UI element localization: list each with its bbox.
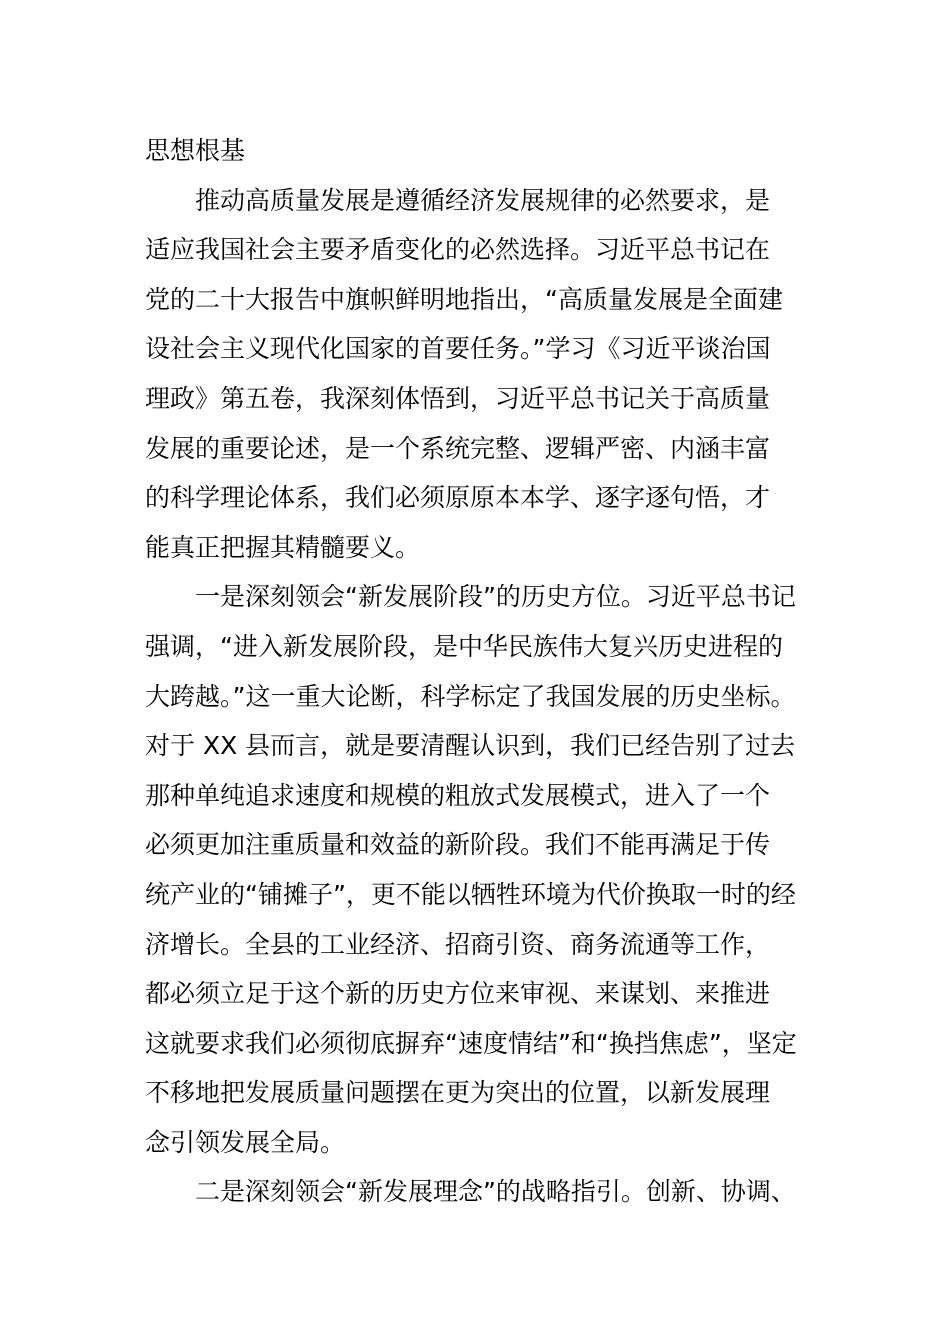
text-line: 党的二十大报告中旗帜鲜明地指出，“高质量发展是全面建 [145, 284, 783, 314]
text-line: 不移地把发展质量问题摆在更为突出的位置，以新发展理 [145, 1078, 771, 1108]
text-line: 必须更加注重质量和效益的新阶段。我们不能再满足于传 [145, 830, 771, 860]
text-line: 强调，“进入新发展阶段，是中华民族伟大复兴历史进程的 [145, 631, 783, 661]
text-line: 理政》第五卷，我深刻体悟到，习近平总书记关于高质量 [145, 383, 771, 413]
text-line: 念引领发展全局。 [145, 1127, 346, 1157]
document-body [145, 126, 825, 1217]
text-line: 这就要求我们必须彻底摒弃“速度情结”和“换挡焦虑”，坚定 [145, 1028, 797, 1058]
text-line: 那种单纯追求速度和规模的粗放式发展模式，进入了一个 [145, 780, 771, 810]
text-line: 大跨越。”这一重大论断，科学标定了我国发展的历史坐标。 [145, 681, 796, 711]
text-line: 济增长。全县的工业经济、招商引资、商务流通等工作， [145, 929, 771, 959]
text-line: 能真正把握其精髓要义。 [145, 532, 421, 562]
text-line: 的科学理论体系，我们必须原原本本学、逐字逐句悟，才 [145, 483, 771, 513]
text-line: 发展的重要论述，是一个系统完整、逻辑严密、内涵丰富 [145, 433, 771, 463]
text-line-heading-fragment: 思想根基 [145, 136, 246, 165]
text-line: 一是深刻领会“新发展阶段”的历史方位。习近平总书记 [195, 582, 796, 612]
text-line: 统产业的“铺摊子”，更不能以牺牲环境为代价换取一时的经 [145, 879, 796, 909]
text-line: 适应我国社会主要矛盾变化的必然选择。习近平总书记在 [145, 235, 771, 265]
text-line: 对于 XX 县而言，就是要清醒认识到，我们已经告别了过去 [145, 731, 796, 761]
text-line: 设社会主义现代化国家的首要任务。”学习《习近平谈治国 [145, 334, 771, 364]
text-line: 都必须立足于这个新的历史方位来审视、来谋划、来推进 [145, 979, 771, 1009]
text-line: 推动高质量发展是遵循经济发展规律的必然要求，是 [195, 185, 771, 215]
text-line: 二是深刻领会“新发展理念”的战略指引。创新、协调、 [195, 1177, 796, 1207]
